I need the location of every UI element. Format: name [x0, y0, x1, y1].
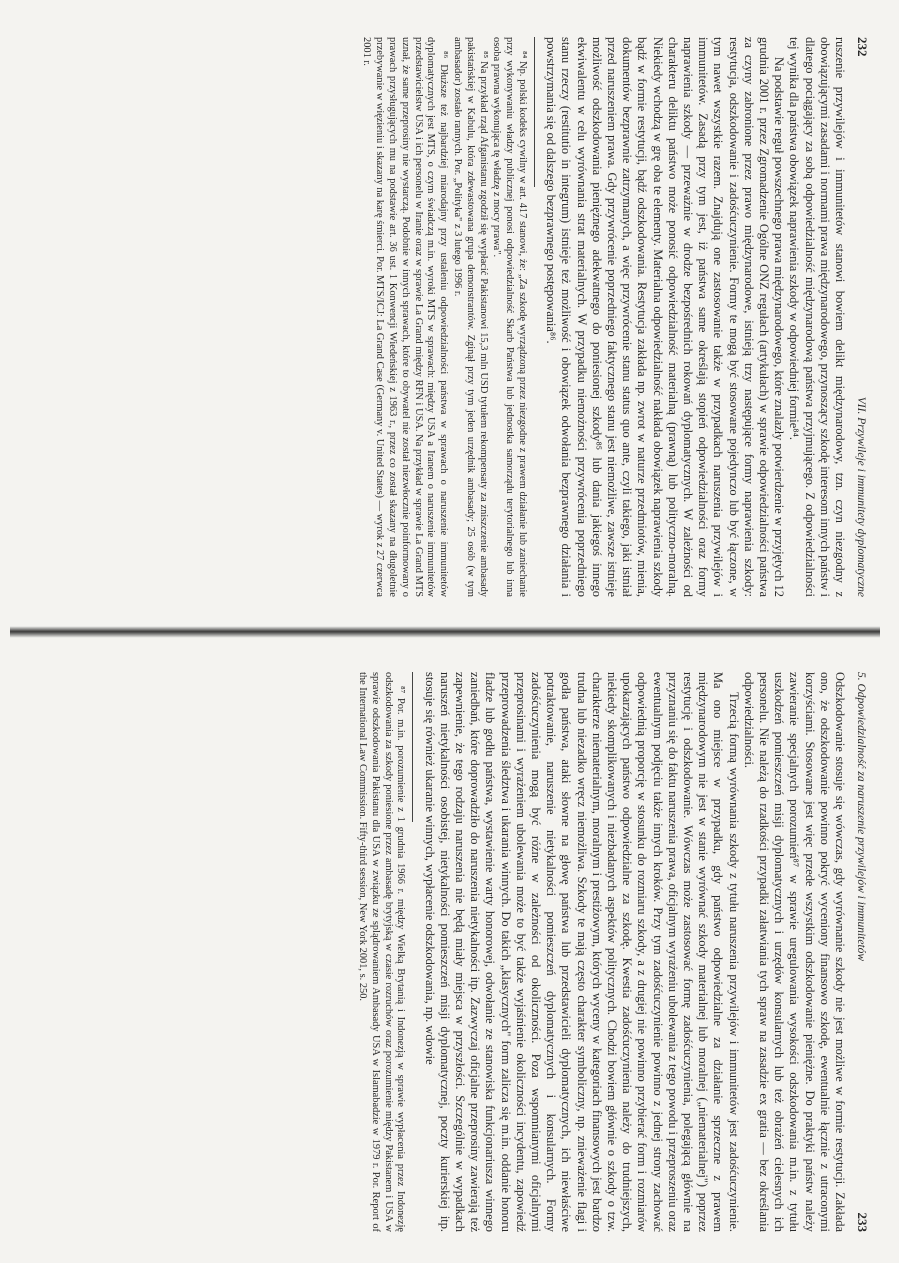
paragraph: ruszenie przywilejów i immunitetów stanowi bowiem delikt międzynarodowy, tzn. czyn niezgodny z obowiązującymi zasadami i normami prawa międzynarodowego, przynoszący szkodę interesom innych państw i dlatego pociągający za sobą odpowiedzialność międzynarodową państwa przyjmującego. Z odpowiedzialności tej wynika dla państwa obowiązek naprawienia szkody w odpowiedniej formie⁸⁴.: [787, 37, 847, 597]
right-page: [10, 650, 870, 1250]
paragraph: Trzecią formą wyrównania szkody z tytułu naruszenia przywilejów i immunitetów jest zadośćuczynienie. Ma ono miejsce w przypadku, gdy państwo odpowiedzialne za działanie sprzeczne z prawem międzynarodowym nie jest w stanie wyrównać szkody materialnej lub moralnej („niematerialnej") poprzez restytucję i odszkodowanie. Wówczas może zastosować formę zadośćuczynienia, polegającą głównie na przyznaniu się do faktu naruszenia prawa, oficjalnym wyrażeniu ubolewania z tego powodu i przeproszeniu oraz ewentualnym podjęciu także innych kroków. Przy tym zadośćuczynienie powinno z jednej strony zachować odpowiednią proporcję w stosunku do rozmiaru szkody, a z drugiej nie powinno przybierać form i rozmiarów upokarzających państwo odpowiedzialne za szkodę. Kwestia zadośćuczynienia należy do trudniejszych, niekiedy skomplikowanych i niezbadanych aspektów politycznych. Chodzi bowiem głównie o szkody o tzw. charakterze niematerialnym, moralnym i prestiżowym, których wyceny w kategoriach finansowych jest bardzo trudna lub niezadko wręcz niemożliwa. Szkody te mają często charakter symboliczny, np. znieważenie flagi i godła państwa, ataki słowne na głowę państwa lub przedstawicieli dyplomatycznych, ich niewłaściwe potraktowanie, naruszenie nietykalności pomieszczeń dyplomatycznych i konsularnych. Formy zadośćuczynienia mogą być różne w zależności od okoliczności. Poza wspomnianymi oficjalnymi przeprosinami i wyrażeniem ubolewania może to być także wyjaśnienie okoliczności incydentu, zapowiedź przeprowadzenia śledztwa i ukarania winnych. Do takich „klasycznych" form zalicza się m.in. oddanie honoru fladze lub godłu państwa, wystawienie warty honorowej, odwołanie ze stanowiska funkcjonariusza winnego zaniedbań, które doprowadziło do naruszenia nietykalności itp. Zazwyczaj oficjalne przeprosiny zawierają też zapewnienie, że tego rodzaju naruszenia nie będą miały miejsca w przyszłości. Szczególnie w wypadkach naruszeń nietykalności osobistej, nietykalności pomieszczeń misji dyplomatycznej, poczty kurierskiej itp. stosuje się również ukaranie winnych, wypłacenie odszkodowania, np. wdowie: [422, 672, 741, 1232]
footnote-rule: [534, 37, 535, 187]
footnote-rule: [412, 672, 413, 822]
footnotes: [360, 37, 528, 597]
right-page-content: [354, 672, 870, 1232]
right-page-header: [851, 672, 870, 1232]
footnote: ⁸⁶ Dłuższe też najbardziej miarodajny przy ustaleniu odpowiedzialności państwa w sprawach o naruszenie immunitetów dyplomatycznych jest MTS, o czym świadczą m.in. wyroki MTS w sprawach: między USA a Iranem o naruszenie immunitetów przedstawicielstw USA i ich personelu w Iranie oraz w sprawie La Grand między RFN i USA. Na przykład w sprawie La Grand MTS uznał, że same przeprosiny nie wystarczą. Podobnie w innych sprawach, które to obywatel nie został niezwłocznie poinformowany o prawach przysługujących mu na podstawie art. 36 ust. 1 Konwencji Wiedeńskiej z 1963 r., przez co został skazany na długoletnie przebywanie w więzieniu i skazany na karę śmierci. Por. MTS/ICJ: La Grand Case (Germany v. United States) — wyrok z 27 czerwca 2001 r.: [361, 37, 450, 597]
paragraph: Odszkodowanie stosuje się wówczas, gdy wyrównanie szkody nie jest możliwe w formie restytucji. Zakłada ono, że odszkodowanie powinno pokryć wyceniony finansowo szkodę, ewentualnie łącznie z utraconymi korzyściami. Stosowane jest więc przede wszystkim odszkodowanie pieniężne. Do praktyki państw należy zawieranie specjalnych porozumień⁸⁷ w sprawie uregulowania wysokości odszkodowania m.in. z tytułu uszkodzeń pomieszczeń misji dyplomatycznych i urzędów konsularnych lub też obrażeń cielesnych ich personelu. Nie należą do rzadkości przypadki załatwiania tych spraw na zasadzie ex gratia — bez określania odpowiedzialności.: [741, 672, 847, 1232]
body-text: [421, 672, 847, 1232]
paragraph: Na podstawie reguł powszechnego prawa międzynarodowego, które znalazły potwierdzenie w przyjętych 12 grudnia 2001 r. przez Zgromadzenie Ogólne ONZ regułach (artykułach) w sprawie odpowiedzialności państwa za czyny zabronione przez prawo międzynarodowe, istnieją trzy następujące formy naprawienia szkody: restytucja, odszkodowanie i zadośćuczynienie. Formy te mogą być stosowane pojedynczo lub być łączone, w tym nawet wszystkie razem. Znajdują one zastosowanie także w przypadkach naruszenia przywilejów i immunitetów. Zasadą przy tym jest, iż państwa same określają stopień odpowiedzialności oraz formy naprawienia szkody — przeważnie w drodze bezpośrednich rokowań dyplomatycznych. W zależności od charakteru deliktu państwo może ponosić odpowiedzialność materialną (prawną) lub polityczno-moralną. Niekiedy wchodzą w grę oba te elementy. Materialna odpowiedzialność nakłada obowiązek naprawienia szkody bądź w formie restytucji, bądź odszkodowania. Restytucja zakłada np. zwrot w naturze przedmiotów, mienia, dokumentów bezprawnie zatrzymanych, a więc przywrócenie stanu status quo ante, czyli takiego, jaki istniał przed naruszeniem prawa. Gdy przywrócenie poprzedniego faktycznego stanu jest niemożliwe, zawsze istnieje możliwość odszkodowania pieniężnego adekwatnego do poniesionej szkody⁸⁵ lub dania jakiegoś innego ekwiwalentu w celu wyrównania strat materialnych. W przypadku niemożności przywrócenia poprzedniego stanu rzeczy (restitutio in integrum) istnieje też możliwość i obowiązek odwołania bezprawnego działania i powstrzymania się od dalszego bezprawnego postępowania⁸⁶.: [544, 37, 787, 597]
page-number: 233: [855, 1212, 870, 1232]
footnote: ⁸⁷ Por. m.in. porozumienie z 1 grudnia 1966 r. między Wielką Brytanią i Indonezją w sprawie wypłacenia przez Indonezję odszkodowania za szkody poniesione przez ambasadę brytyjską w czasie rozruchów oraz porozumienie między Pakistanem i USA w sprawie odszkodowania Pakistanu dla USA w związku ze splądrowaniem Ambasady USA w Islamabadzie w 1979 r. Por. Report of the International Law Commission. Fifty-third session, New York 2001, s. 250.: [356, 672, 407, 1232]
body-text: [543, 37, 847, 597]
left-page-content: [359, 37, 870, 597]
left-page-header: [851, 37, 870, 597]
footnote: ⁸⁴ Np. polski kodeks cywilny w art. 417 stanowi, że: „Za szkodę wyrządzoną przez niezgodne z prawem działanie lub zaniechanie przy wykonywaniu władzy publicznej ponosi odpowiedzialność Skarb Państwa lub jednostka samorządu terytorialnego lub inna osoba prawna wykonująca tę władzę z mocy prawa".: [491, 37, 528, 597]
left-page: [10, 15, 870, 615]
book-gutter: [10, 626, 880, 638]
footnotes: [355, 672, 406, 1232]
running-head: 5. Odpowiedzialność za naruszenie przywilejów i immunitetów: [855, 672, 867, 962]
page-number: 232: [855, 37, 870, 57]
footnote: ⁸⁵ Na przykład rząd Afganistanu zgodził się wypłacić Pakistanowi 15,3 mln USD tytułem rekompensaty za zniszczenie ambasady pakistańskiej w Kabulu, która zdewastowana grupa demonstrantów. Zginął przy tym jeden urzędnik ambasady; 25 osób (w tym ambasador) zostało rannych. Por. „Polityka" z 3 lutego 1996 r.: [451, 37, 489, 597]
running-head: VII. Przywileje i immunitety dyplomatyczne: [855, 396, 867, 597]
